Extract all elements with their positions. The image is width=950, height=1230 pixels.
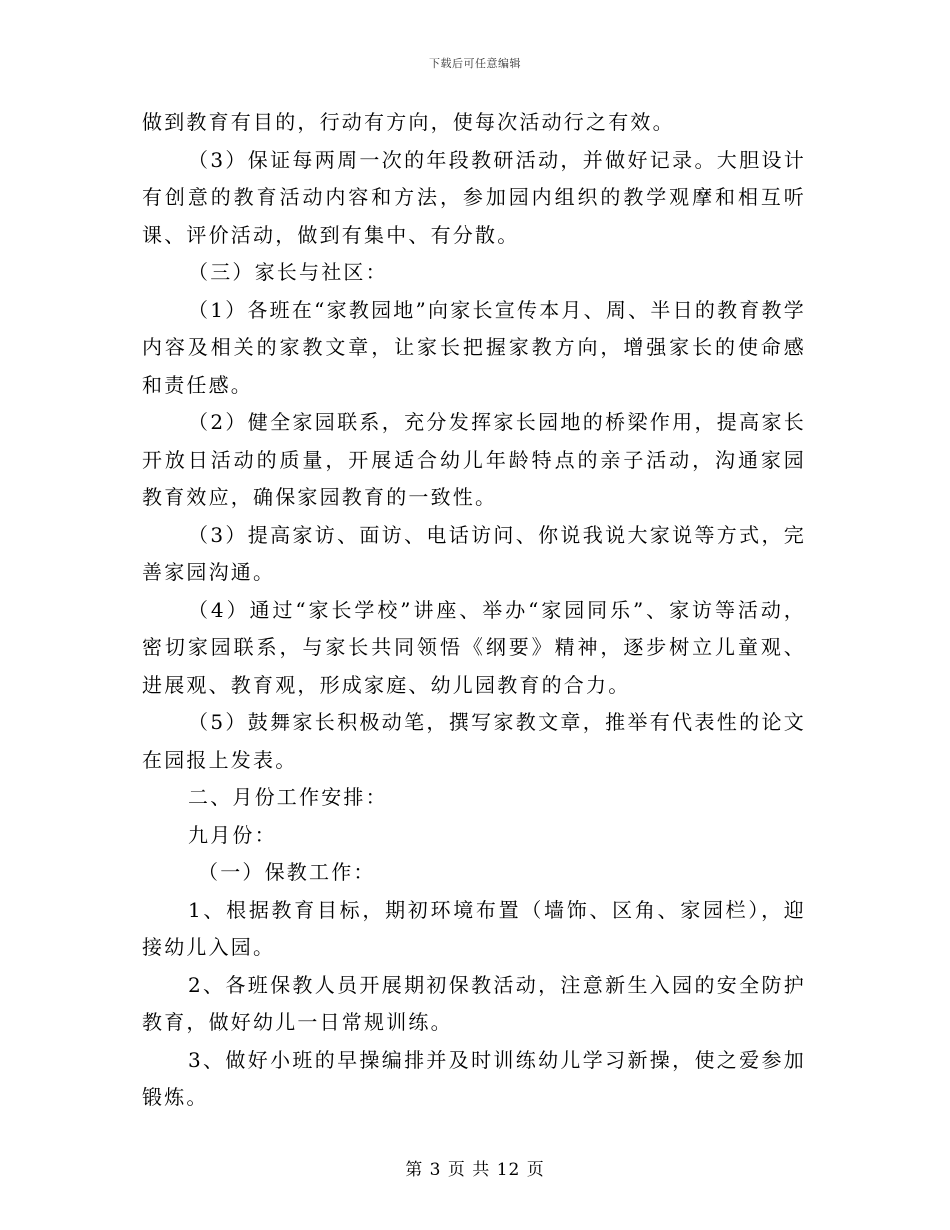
- section-heading: （三）家长与社区：: [188, 260, 388, 284]
- subsection-heading: （一）保教工作：: [198, 860, 376, 884]
- paragraph: （4）通过“家长学校”讲座、举办“家园同乐”、家访等活动，密切家园联系，与家长共同领悟《纲要》精神，逐步树立儿童观、进展观、教育观，形成家庭、幼儿园教育的合力。: [142, 597, 806, 697]
- paragraph: （1）各班在“家教园地”向家长宣传本月、周、半日的教育教学内容及相关的家教文章，让家长把握家教方向，增强家长的使命感和责任感。: [142, 297, 806, 397]
- section-heading: 二、月份工作安排：: [188, 785, 388, 809]
- paragraph: （3）保证每两周一次的年段教研活动，并做好记录。大胆设计有创意的教育活动内容和方法，参加园内组织的教学观摩和相互听课、评价活动，做到有集中、有分散。: [142, 147, 806, 247]
- paragraph: 3、做好小班的早操编排并及时训练幼儿学习新操，使之爱参加锻炼。: [142, 1047, 806, 1109]
- paragraph: 做到教育有目的，行动有方向，使每次活动行之有效。: [142, 110, 675, 134]
- page-number-footer: 第 3 页 共 12 页: [405, 1160, 545, 1180]
- paragraph: （2）健全家园联系，充分发挥家长园地的桥梁作用，提高家长开放日活动的质量，开展适合幼儿年龄特点的亲子活动，沟通家园教育效应，确保家园教育的一致性。: [142, 410, 806, 509]
- paragraph: （3）提高家访、面访、电话访问、你说我说大家说等方式，完善家园沟通。: [142, 522, 806, 584]
- paragraph: （5）鼓舞家长积极动笔，撰写家教文章，推举有代表性的论文在园报上发表。: [142, 710, 806, 772]
- header-note: 下载后可任意编辑: [429, 57, 521, 70]
- paragraph: 1、根据教育目标，期初环境布置（墙饰、区角、家园栏），迎接幼儿入园。: [142, 897, 806, 959]
- paragraph: 2、各班保教人员开展期初保教活动，注意新生入园的安全防护教育，做好幼儿一日常规训练。: [142, 972, 806, 1034]
- month-heading: 九月份：: [188, 822, 277, 847]
- body-text: [142, 104, 806, 1117]
